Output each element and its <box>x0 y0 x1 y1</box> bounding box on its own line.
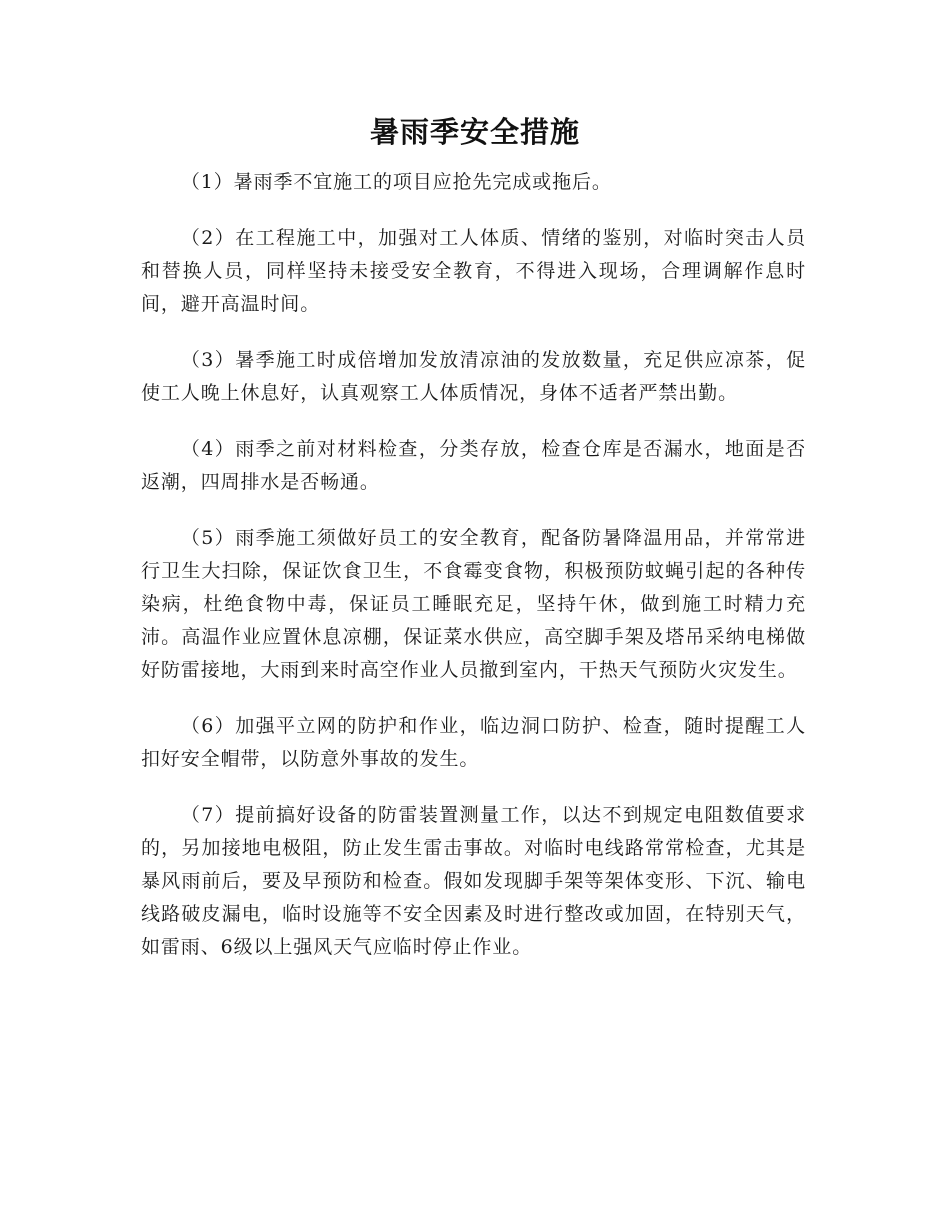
paragraph-1: （1）暑雨季不宜施工的项目应抢先完成或拖后。 <box>180 171 612 193</box>
paragraph-3: （3）暑季施工时成倍增加发放清凉油的发放数量，充足供应凉茶，促使工人晚上休息好，认真观察工人体质情况，身体不适者严禁出勤。 <box>141 349 806 404</box>
paragraph-7: （7）提前搞好设备的防雷装置测量工作，以达不到规定电阻数值要求的，另加接地电极阻，防止发生雷击事故。对临时电线路常常检查，尤其是暴风雨前后，要及早预防和检查。假如发现脚手架等架体变形、下沉、输电线路破皮漏电，临时设施等不安全因素及时进行整改或加固，在特别天气，如雷雨、6级以上强风天气应临时停止作业。 <box>141 804 806 958</box>
paragraph-2: （2）在工程施工中，加强对工人体质、情绪的鉴别，对临时突击人员和替换人员，同样坚持未接受安全教育，不得进入现场，合理调解作息时间，避开高温时间。 <box>141 227 806 315</box>
paragraph-4: （4）雨季之前对材料检查，分类存放，检查仓库是否漏水，地面是否返潮，四周排水是否畅通。 <box>141 438 806 493</box>
paragraph-6: （6）加强平立网的防护和作业，临边洞口防护、检查，随时提醒工人扣好安全帽带，以防意外事故的发生。 <box>141 715 806 770</box>
document-body <box>141 166 806 987</box>
document-title: 暑雨季安全措施 <box>369 115 580 149</box>
paragraph-5: （5）雨季施工须做好员工的安全教育，配备防暑降温用品，并常常进行卫生大扫除，保证饮食卫生，不食霉变食物，积极预防蚊蝇引起的各种传染病，杜绝食物中毒，保证员工睡眠充足，坚持午休，做到施工时精力充沛。高温作业应置休息凉棚，保证菜水供应，高空脚手架及塔吊采纳电梯做好防雷接地，大雨到来时高空作业人员撤到室内，干热天气预防火灾发生。 <box>141 527 806 681</box>
